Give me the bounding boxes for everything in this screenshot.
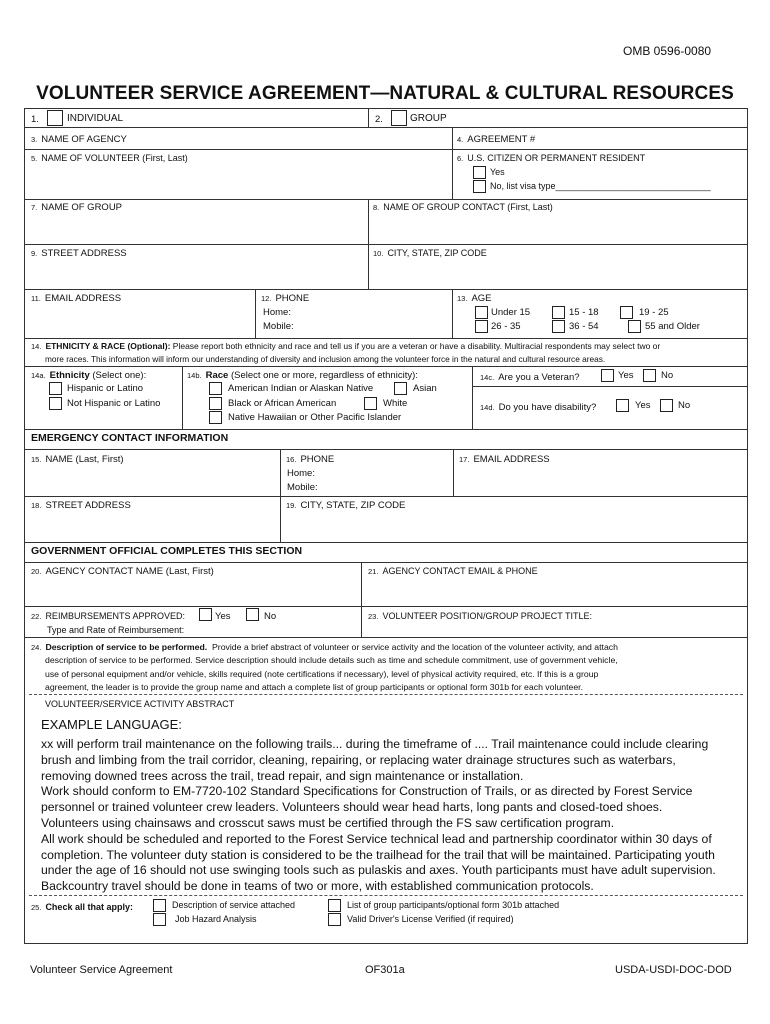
example-heading: EXAMPLE LANGUAGE: [41, 717, 182, 732]
emergency-home-label: Home: [287, 468, 315, 479]
race-option: White [383, 398, 408, 409]
description-text: description of service to be performed. Service description should include details such as time and schedule commitment, use of government vehicle, [45, 655, 618, 666]
example-line: personnel or trained volunteer crew leaders. Volunteers should wear head harts, long pants and closed-toed shoes. [41, 800, 663, 815]
individual-label: INDIVIDUAL [67, 113, 124, 124]
form-title: VOLUNTEER SERVICE AGREEMENT—NATURAL & CULTURAL RESOURCES [36, 83, 734, 104]
footer-form-number: OF301a [365, 964, 405, 976]
group-name-label: NAME OF GROUP [41, 202, 123, 213]
veteran-label: Are you a Veteran? [498, 372, 580, 383]
example-line: All work should be scheduled and reported to the Forest Service technical lead and partnership coordinator within 30 days of [41, 831, 712, 846]
field-number: 22. [31, 612, 42, 621]
mobile-phone-label: Mobile: [263, 321, 294, 332]
disability-yes-checkbox[interactable] [616, 399, 629, 412]
age-option: 19 - 25 [639, 307, 669, 318]
reimbursement-no-checkbox[interactable] [246, 608, 259, 621]
phone-label: PHONE [275, 293, 310, 304]
race-option: Asian [413, 383, 437, 394]
description-text: Provide a brief abstract of volunteer or service activity and the location of the volunteer activity, and attach [212, 642, 618, 652]
field-number: 14d. [480, 403, 495, 412]
field-number: 14a. [31, 371, 46, 380]
age-label: AGE [471, 293, 492, 304]
field-number: 10. [373, 249, 384, 258]
age-option: 36 - 54 [569, 321, 599, 332]
group-checkbox[interactable] [391, 110, 407, 126]
omb-number: OMB 0596-0080 [623, 44, 712, 58]
disability-yes-label: Yes [635, 400, 651, 411]
example-line: Work should conform to EM-7720-102 Standard Specifications for Construction of Trails, or as directed by Forest Service [41, 784, 693, 799]
reimbursement-type-label: Type and Rate of Reimbursement: [47, 625, 185, 635]
age-19-25-checkbox[interactable] [620, 306, 633, 319]
example-line: xx will perform trail maintenance on the following trails... during the timeframe of .... Trail maintenance could include clearing [41, 737, 709, 751]
not-hispanic-checkbox[interactable] [49, 397, 62, 410]
agency-contact-email-label: AGENCY CONTACT EMAIL & PHONE [382, 566, 538, 576]
email-label: EMAIL ADDRESS [44, 293, 122, 304]
check-option: Description of service attached [172, 900, 296, 910]
race-option: Native Hawaiian or Other Pacific Islander [228, 412, 402, 423]
volunteer-name-label: NAME OF VOLUNTEER (First, Last) [41, 153, 188, 163]
description-text: use of personal equipment and/or vehicle, skills required (note certifications if necessary), level of physical activity required, etc. If this is a group [45, 668, 599, 679]
field-number: 12. [261, 294, 272, 303]
volunteer-position-label: VOLUNTEER POSITION/GROUP PROJECT TITLE: [382, 611, 592, 621]
disability-label: Do you have disability? [498, 402, 597, 413]
race-heading: Race [205, 370, 229, 381]
race-native-hawaiian-checkbox[interactable] [209, 411, 222, 424]
age-15-18-checkbox[interactable] [552, 306, 565, 319]
citizen-label: U.S. CITIZEN OR PERMANENT RESIDENT [467, 153, 646, 163]
veteran-yes-checkbox[interactable] [601, 369, 614, 382]
group-label: GROUP [410, 113, 447, 124]
example-line: Backcountry travel should be done in teams of two or more, with established communication protocols. [41, 879, 594, 894]
age-option: 26 - 35 [491, 321, 521, 332]
example-line: brush and limbing from the trail corridor, cleaning, repairing, or replacing water drainage structures such as waterbars, [41, 752, 676, 767]
race-option: Black or African American [228, 398, 337, 409]
veteran-no-label: No [661, 370, 674, 381]
not-hispanic-label: Not Hispanic or Latino [67, 398, 161, 409]
emergency-email-label: EMAIL ADDRESS [473, 454, 550, 465]
field-number: 15. [31, 455, 42, 464]
emergency-mobile-label: Mobile: [287, 482, 318, 493]
check-option: Valid Driver's License Verified (if required) [347, 914, 514, 924]
field-number: 17. [459, 455, 470, 464]
veteran-no-checkbox[interactable] [643, 369, 656, 382]
reimbursements-label: REIMBURSEMENTS APPROVED: [45, 611, 185, 621]
footer-agencies: USDA-USDI-DOC-DOD [615, 964, 732, 976]
field-number: 6. [457, 154, 464, 163]
veteran-yes-label: Yes [618, 370, 634, 381]
field-number: 1. [31, 114, 39, 125]
emergency-contact-heading: EMERGENCY CONTACT INFORMATION [31, 432, 229, 444]
field-number: 18. [31, 501, 42, 510]
race-option: American Indian or Alaskan Native [228, 383, 374, 394]
field-number: 13. [457, 294, 468, 303]
example-line: completion. The volunteer duty station is considered to be the trailhead for the trail that will be maintained. Participating youth [41, 847, 715, 862]
age-26-35-checkbox[interactable] [475, 320, 488, 333]
field-number: 5. [31, 154, 38, 163]
field-number: 4. [457, 135, 464, 144]
hispanic-checkbox[interactable] [49, 382, 62, 395]
street-address-label: STREET ADDRESS [41, 248, 127, 259]
age-55-older-checkbox[interactable] [628, 320, 641, 333]
participants-list-checkbox[interactable] [328, 899, 341, 912]
field-number: 21. [368, 567, 379, 576]
group-contact-label: NAME OF GROUP CONTACT (First, Last) [383, 202, 553, 212]
emergency-phone-label: PHONE [300, 454, 335, 465]
agency-name-label: NAME OF AGENCY [41, 134, 127, 145]
emergency-street-label: STREET ADDRESS [45, 500, 131, 511]
age-option: 55 and Older [645, 321, 700, 332]
check-all-heading: Check all that apply: [45, 902, 133, 912]
race-black-checkbox[interactable] [209, 397, 222, 410]
ethnicity-race-text: more races. This information will inform our understanding of diversity and inclusion among the volunteer force in the natural and cultural resource areas. [45, 354, 606, 364]
disability-no-checkbox[interactable] [660, 399, 673, 412]
reimbursement-yes-checkbox[interactable] [199, 608, 212, 621]
example-line: Volunteers using chainsaws and crosscut saws must be certified through the FS saw certification program. [41, 816, 615, 830]
field-number: 14b. [187, 371, 202, 380]
citizen-no-checkbox[interactable] [473, 180, 486, 193]
home-phone-label: Home: [263, 307, 291, 318]
field-number: 24. [31, 643, 42, 652]
field-number: 11. [31, 294, 41, 303]
ethnicity-race-text: Please report both ethnicity and race and tell us if you are a veteran or have a disability. Multiracial respondents may select two or [172, 341, 661, 351]
age-option: 15 - 18 [569, 307, 599, 318]
agreement-number-label: AGREEMENT # [467, 134, 536, 145]
description-heading: Description of service to be performed. [45, 642, 208, 652]
citizen-no-visa-label: No, list visa type_______________________________ [490, 181, 711, 191]
check-option: List of group participants/optional form 301b attached [347, 900, 560, 910]
emergency-city-label: CITY, STATE, ZIP CODE [300, 500, 406, 511]
age-36-54-checkbox[interactable] [552, 320, 565, 333]
disability-no-label: No [678, 400, 691, 411]
individual-checkbox[interactable] [47, 110, 63, 126]
field-number: 14c. [480, 373, 495, 382]
field-number: 16. [286, 455, 297, 464]
government-section-heading: GOVERNMENT OFFICIAL COMPLETES THIS SECTION [31, 545, 303, 557]
description-text: agreement, the leader is to provide the group name and attach a complete list of group participants or optional form 301b for each volunteer. [45, 682, 583, 693]
footer-form-name: Volunteer Service Agreement [30, 964, 173, 976]
city-state-zip-label: CITY, STATE, ZIP CODE [387, 248, 487, 258]
age-option: Under 15 [491, 307, 531, 318]
field-number: 23. [368, 612, 379, 621]
field-number: 14. [31, 342, 42, 351]
citizen-yes-label: Yes [490, 167, 505, 177]
race-select-label: (Select one or more, regardless of ethnicity): [230, 370, 418, 381]
field-number: 3. [31, 135, 38, 144]
example-line: removing downed trees across the trail, tread repair, and sign maintenance or installation. [41, 768, 524, 783]
race-white-checkbox[interactable] [364, 397, 377, 410]
job-hazard-checkbox[interactable] [153, 913, 166, 926]
field-number: 7. [31, 203, 38, 212]
field-number: 2. [375, 114, 383, 125]
agency-contact-label: AGENCY CONTACT NAME (Last, First) [45, 566, 214, 577]
race-american-indian-checkbox[interactable] [209, 382, 222, 395]
example-line: under the age of 16 should not use swinging tools such as pulaskis and axes. Youth participants must have adult supervision. [41, 863, 716, 878]
field-number: 20. [31, 567, 42, 576]
ethnicity-select-label: (Select one): [92, 370, 147, 381]
field-number: 8. [373, 203, 380, 212]
drivers-license-checkbox[interactable] [328, 913, 341, 926]
field-number: 19. [286, 501, 297, 510]
reimbursement-no-label: No [264, 611, 277, 622]
description-attached-checkbox[interactable] [153, 899, 166, 912]
form-body [24, 108, 748, 944]
field-number: 9. [31, 249, 38, 258]
field-number: 25. [31, 903, 42, 912]
check-option: Job Hazard Analysis [175, 914, 257, 924]
ethnicity-heading: Ethnicity [49, 370, 90, 381]
activity-abstract-label: VOLUNTEER/SERVICE ACTIVITY ABSTRACT [45, 699, 235, 709]
race-asian-checkbox[interactable] [394, 382, 407, 395]
ethnicity-race-heading: ETHNICITY & RACE (Optional): [45, 341, 171, 351]
hispanic-label: Hispanic or Latino [67, 383, 144, 394]
reimbursement-yes-label: Yes [215, 611, 231, 622]
citizen-yes-checkbox[interactable] [473, 166, 486, 179]
emergency-name-label: NAME (Last, First) [45, 454, 124, 465]
age-under15-checkbox[interactable] [475, 306, 488, 319]
